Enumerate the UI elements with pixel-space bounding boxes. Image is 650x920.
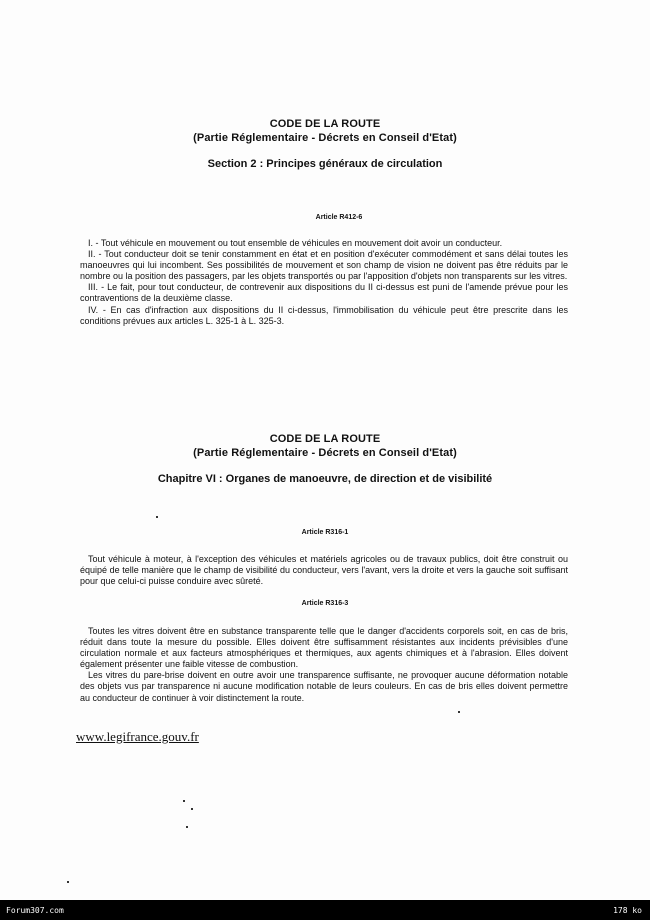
scan-speck xyxy=(191,808,193,810)
scan-speck xyxy=(186,826,188,828)
scan-speck xyxy=(67,881,69,883)
scan-speck xyxy=(458,711,460,713)
doc2-article2-heading: Article R316-3 xyxy=(301,600,349,607)
doc2-article1-paragraph: Tout véhicule à moteur, à l'exception des véhicules et matériels agricoles ou de travaux publics, doit être construit ou équipé de telle manière que le champ de visibilité du conducteur, vers l'avant, vers la droite et vers la gauche soit suffisant pour que celui-ci puisse conduire avec sûreté. xyxy=(80,554,568,587)
doc1-paragraph-3: III. - Le fait, pour tout conducteur, de contrevenir aux dispositions du II ci-dessus est puni de l'amende prévue pour les contraventions de la deuxième classe. xyxy=(80,282,568,304)
doc2-article2-body xyxy=(80,626,568,704)
doc1-article-heading: Article R412-6 xyxy=(315,214,363,221)
doc1-section-heading: Section 2 : Principes généraux de circulation xyxy=(207,158,443,170)
doc1-subtitle: (Partie Réglementaire - Décrets en Conseil d'Etat) xyxy=(193,132,457,144)
footer-site-name[interactable]: Forum307.com xyxy=(6,906,64,915)
doc1-paragraph-2: II. - Tout conducteur doit se tenir constamment en état et en position d'exécuter commodément et sans délai toutes les manoeuvres qui lui incombent. Ses possibilités de mouvement et son champ de vision ne doivent pas être réduits par le nombre ou la position des passagers, par les objets transportés ou par l'apposition d'objets non transparents sur les vitres. xyxy=(80,249,568,282)
doc1-paragraph-4: IV. - En cas d'infraction aux dispositions du II ci-dessus, l'immobilisation du véhicule peut être prescrite dans les conditions prévues aux articles L. 325-1 à L. 325-3. xyxy=(80,304,568,326)
doc2-subtitle: (Partie Réglementaire - Décrets en Conseil d'Etat) xyxy=(193,447,457,459)
scan-speck xyxy=(183,800,185,802)
doc2-chapter-heading: Chapitre VI : Organes de manoeuvre, de direction et de visibilité xyxy=(157,473,493,485)
doc2-title: CODE DE LA ROUTE xyxy=(269,433,381,445)
footer-file-size: 178 ko xyxy=(613,906,642,915)
scan-speck xyxy=(156,516,158,518)
doc2-article2-paragraph-1: Toutes les vitres doivent être en substance transparente telle que le danger d'accidents corporels soit, en cas de bris, réduit dans toute la mesure du possible. Elles doivent être suffisamment résistantes aux incidents prévisibles d'une circulation normale et aux facteurs atmosphériques et thermiques, aux agents chimiques et à l'abrasion. Elles doivent également présenter une faible vitesse de combustion. xyxy=(80,626,568,670)
doc1-title: CODE DE LA ROUTE xyxy=(269,118,381,130)
legifrance-link[interactable]: www.legifrance.gouv.fr xyxy=(76,729,199,744)
footer-bar xyxy=(0,900,650,920)
doc1-article-body xyxy=(80,238,568,327)
doc2-article1-heading: Article R316-1 xyxy=(301,529,349,536)
doc2-article1-body xyxy=(80,554,568,587)
doc2-article2-paragraph-2: Les vitres du pare-brise doivent en outre avoir une transparence suffisante, ne provoquer aucune déformation notable des objets vus par transparence ni aucune modification notable de leurs couleurs. En cas de bris elles doivent permettre au conducteur de continuer à voir distinctement la route. xyxy=(80,670,568,703)
doc1-paragraph-1: I. - Tout véhicule en mouvement ou tout ensemble de véhicules en mouvement doit avoir un conducteur. xyxy=(88,238,503,248)
